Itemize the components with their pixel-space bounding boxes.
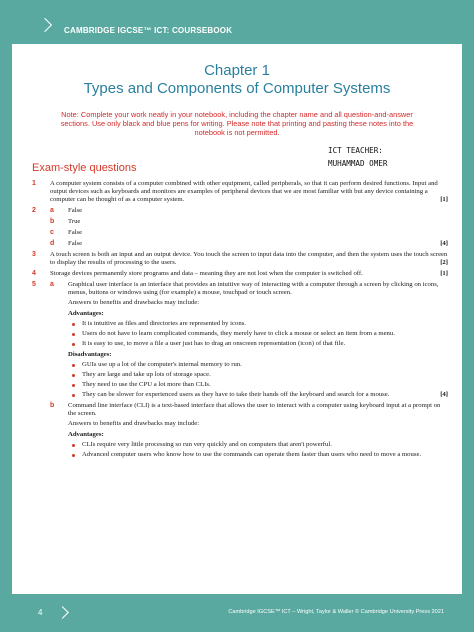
page-body: [12, 44, 462, 594]
subpart-d: [50, 240, 448, 248]
chapter-number: Chapter 1: [204, 62, 270, 79]
advantages-heading: Advantages:: [68, 431, 104, 438]
bullet-icon: [72, 444, 75, 447]
question-2: [32, 207, 448, 215]
answer-text: True: [68, 218, 81, 225]
marks: [1]: [440, 196, 448, 203]
question-number: 5: [32, 281, 36, 288]
marks: [1]: [440, 270, 448, 277]
footer-credit: Cambridge IGCSE™ ICT – Wright, Taylor & Waller © Cambridge University Press 2021: [228, 609, 444, 615]
question-number: 2: [32, 207, 36, 214]
question-4: [32, 270, 448, 278]
bullet-icon: [72, 454, 75, 457]
advantages-heading: Advantages:: [68, 310, 104, 317]
bullet-icon: [72, 364, 75, 367]
footer: [0, 594, 474, 632]
teacher-label: ICT TEACHER:: [328, 146, 383, 155]
question-5-b: [32, 402, 448, 418]
instruction-note: Note: Complete your work neatly in your notebook, including the chapter name and all question-and-answer sections. Use only black and blue pens for writing. Please note that printing and pasting these notes into the notebook is not permitted.: [60, 110, 414, 137]
question-number: 4: [32, 270, 36, 277]
subpart-b: [50, 402, 448, 418]
subpart-label: b: [50, 402, 55, 409]
list-item: GUIs use up a lot of the computer's internal memory to run.: [32, 361, 448, 369]
question-number: 3: [32, 251, 36, 258]
question-1: [32, 180, 448, 204]
teacher-credit: [328, 144, 387, 170]
answer-text: False: [68, 229, 83, 236]
answer-text: A touch screen is both an input and an output device. You touch the screen to input data into the computer, and then the system uses the touch screen to display the results of processing to the users.: [50, 251, 448, 266]
list-item: It is easy to use, to move a file a user just has to drag an onscreen representation (icon) of that file.: [32, 340, 448, 348]
answers-intro: Answers to benefits and drawbacks may include:: [68, 420, 200, 427]
answer-text: False: [68, 207, 83, 214]
subpart-label: b: [50, 218, 55, 225]
chevron-right-icon: [56, 606, 69, 619]
disadvantages-heading: Disadvantages:: [68, 351, 112, 358]
answer-text: Graphical user interface is an interface that provides an intuitive way of interacting with a computer through a screen by clicking on icons, menus, buttons or windows using (for example) a mouse, touchpad or touch screen.: [68, 281, 439, 296]
teacher-name: MUHAMMAD OMER: [328, 159, 388, 168]
answer-text: A computer system consists of a computer combined with other equipment, called peripherals, so that it can perform desired functions. Input and output devices such as keyboards and monitors are examples of peripheral devices that we are most familiar with but any device containing a computer can be thought of as a computer system.: [50, 180, 438, 203]
question-5: [32, 281, 448, 297]
list-item: CLIs require very little processing so run very quickly and on computers that aren't powerful.: [32, 441, 448, 449]
section-title: Exam-style questions: [32, 162, 137, 174]
question-number: 1: [32, 180, 36, 187]
bullet-icon: [72, 384, 75, 387]
bullet-icon: [72, 394, 75, 397]
list-item: It is intuitive as files and directories are represented by icons.: [32, 320, 448, 328]
list-item: Advanced computer users who know how to use the commands can operate them faster than users who need to move a mouse.: [32, 451, 448, 459]
bullet-icon: [72, 343, 75, 346]
marks: [4]: [440, 240, 448, 247]
answer-text: Command line interface (CLI) is a text-based interface that allows the user to interact with a computer using keyboard input at a prompt on the screen.: [68, 402, 441, 417]
page-number: 4: [38, 608, 43, 617]
bullet-icon: [72, 374, 75, 377]
bullet-icon: [72, 333, 75, 336]
subpart-label: a: [50, 207, 54, 214]
subpart-c: [50, 229, 448, 237]
bullet-icon: [72, 323, 75, 326]
answers-intro: Answers to benefits and drawbacks may include:: [68, 299, 200, 306]
list-item: They need to use the CPU a lot more than CLIs.: [32, 381, 448, 389]
answer-text: False: [68, 240, 83, 247]
questions: [32, 180, 448, 461]
question-3: [32, 251, 448, 267]
subpart-label: d: [50, 240, 55, 247]
subpart-a: [50, 281, 448, 297]
marks: [4]: [440, 391, 448, 398]
subpart-b: [50, 218, 448, 226]
subpart-a: [50, 207, 448, 215]
running-title: CAMBRIDGE IGCSE™ ICT: COURSEBOOK: [64, 26, 233, 35]
chevron-right-icon: [38, 18, 52, 32]
chapter-title: Types and Components of Computer Systems: [83, 80, 391, 97]
subpart-label: a: [50, 281, 54, 288]
marks: [2]: [440, 259, 448, 266]
list-item: Users do not have to learn complicated commands, they merely have to click a mouse or select an item from a menu.: [32, 330, 448, 338]
running-header: [0, 0, 474, 44]
question-2-cont: [32, 218, 448, 248]
list-item: They are large and take up lots of storage space.: [32, 371, 448, 379]
chapter-heading: [12, 62, 462, 97]
list-item: They can be slower for experienced users as they have to take their hands off the keyboard and search for a mouse. [4]: [32, 391, 448, 399]
subpart-label: c: [50, 229, 54, 236]
answer-text: Storage devices permanently store programs and data – meaning they are not lost when the computer is switched off.: [50, 270, 363, 277]
